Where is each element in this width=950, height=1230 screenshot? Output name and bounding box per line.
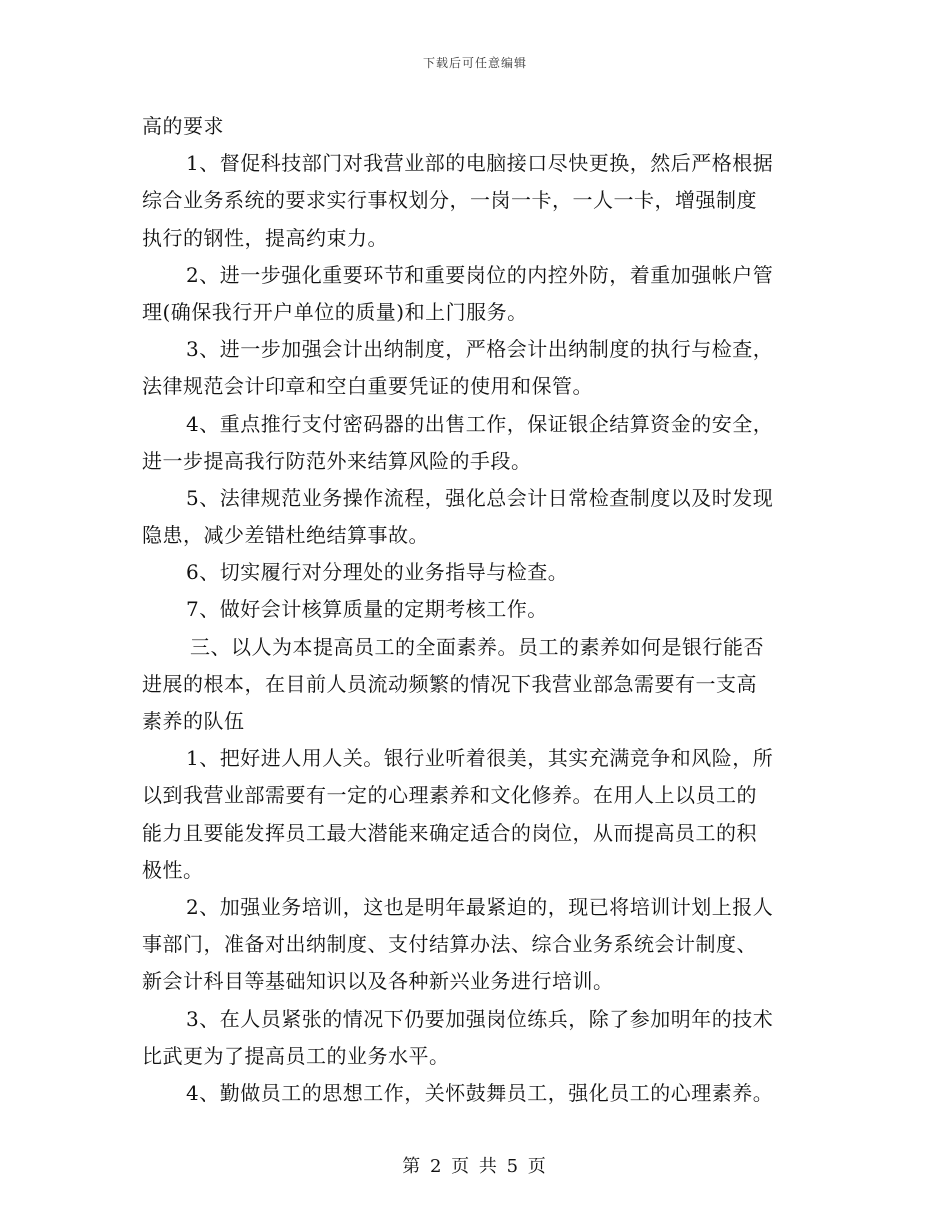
- text-line-8: 法律规范会计印章和空白重要凭证的使用和保管。: [142, 374, 593, 399]
- text-line-12: 隐患，减少差错杜绝结算事故。: [142, 523, 429, 548]
- page-header: 下载后可任意编辑: [422, 56, 527, 70]
- text-line-4: 执行的钢性，提高约束力。: [142, 225, 388, 250]
- text-line-17: 素养的队伍: [142, 709, 245, 733]
- text-line-1: 高的要求: [142, 114, 224, 138]
- text-line-23: 事部门，准备对出纳制度、支付结算办法、综合业务系统会计制度、: [142, 932, 757, 957]
- text-line-3: 综合业务系统的要求实行事权划分，一岗一卡，一人一卡，增强制度: [142, 188, 757, 213]
- text-line-7: 3、进一步加强会计出纳制度，严格会计出纳制度的执行与检查，: [186, 337, 774, 362]
- text-line-5: 2、进一步强化重要环节和重要岗位的内控外防，着重加强帐户管: [186, 262, 774, 287]
- text-line-2: 1、督促科技部门对我营业部的电脑接口尽快更换，然后严格根据: [186, 151, 774, 176]
- text-line-21: 极性。: [142, 857, 204, 882]
- document-body: [142, 108, 810, 1112]
- text-line-18: 1、把好进人用人关。银行业听着很美，其实充满竞争和风险，所: [186, 746, 774, 771]
- text-line-11: 5、法律规范业务操作流程，强化总会计日常检查制度以及时发现: [186, 485, 774, 510]
- text-line-22: 2、加强业务培训，这也是明年最紧迫的，现已将培训计划上报人: [186, 894, 774, 919]
- text-line-24: 新会计科目等基础知识以及各种新兴业务进行培训。: [142, 969, 614, 994]
- text-line-13: 6、切实履行对分理处的业务指导与检查。: [186, 560, 569, 585]
- text-line-20: 能力且要能发挥员工最大潜能来确定适合的岗位，从而提高员工的积: [142, 820, 757, 845]
- text-line-16: 进展的根本，在目前人员流动频繁的情况下我营业部急需要有一支高: [142, 671, 757, 696]
- text-line-10: 进一步提高我行防范外来结算风险的手段。: [142, 448, 532, 473]
- text-line-6: 理(确保我行开户单位的质量)和上门服务。: [142, 299, 528, 324]
- text-line-14: 7、做好会计核算质量的定期考核工作。: [186, 597, 548, 622]
- text-line-15: 三、以人为本提高员工的全面素养。员工的素养如何是银行能否: [190, 634, 764, 659]
- text-line-19: 以到我营业部需要有一定的心理素养和文化修养。在用人上以员工的: [142, 783, 757, 808]
- text-line-27: 4、勤做员工的思想工作，关怀鼓舞员工，强化员工的心理素养。: [186, 1080, 774, 1105]
- text-line-26: 比武更为了提高员工的业务水平。: [142, 1043, 450, 1068]
- text-line-25: 3、在人员紧张的情况下仍要加强岗位练兵，除了参加明年的技术: [186, 1006, 774, 1031]
- text-line-9: 4、重点推行支付密码器的出售工作，保证银企结算资金的安全，: [186, 411, 774, 436]
- page-number-footer: 第 2 页 共 5 页: [402, 1156, 548, 1177]
